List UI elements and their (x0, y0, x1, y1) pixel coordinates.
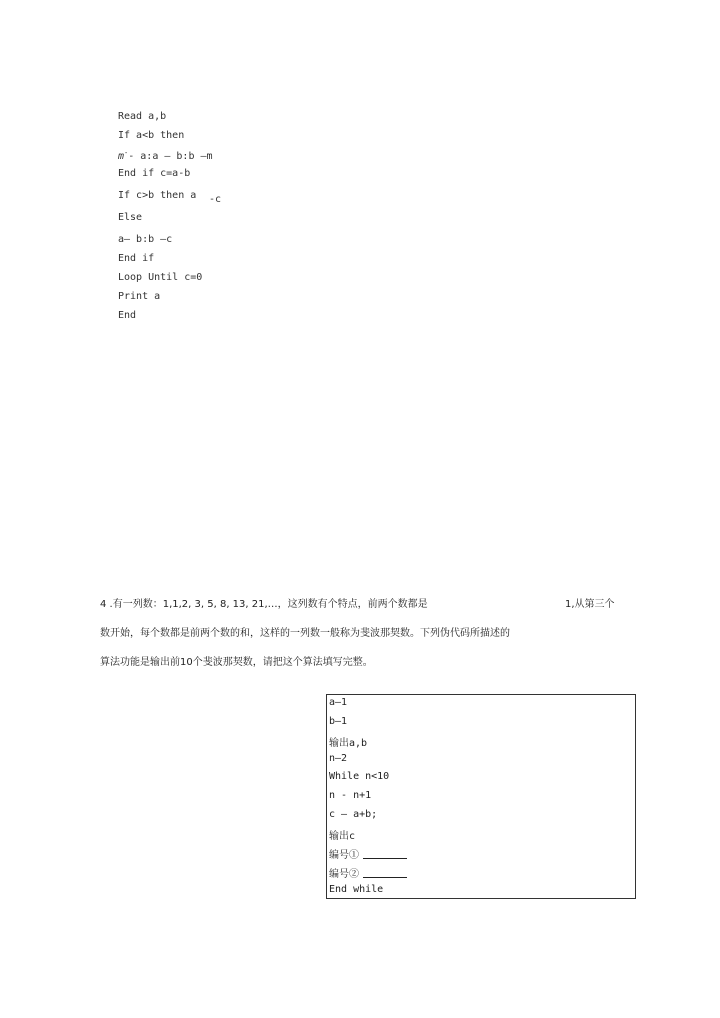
algo-line-b-init: b—1 (329, 716, 348, 727)
code-line-swap (118, 150, 213, 162)
blank-1-label: 编号① (329, 850, 359, 861)
algo-line-while: While n<10 (329, 771, 390, 782)
fibonacci-algorithm-box (326, 694, 636, 899)
blank-2-label: 编号② (329, 869, 359, 880)
code-line-endif-assign: End if c=a-b (118, 168, 191, 179)
algo-line-n-init: n—2 (329, 753, 348, 764)
algo-line-n-increment: n - n+1 (329, 790, 372, 801)
algo-line-end-while: End while (329, 884, 384, 895)
algo-line-blank-2 (329, 865, 407, 880)
fill-in-blank-1 (363, 850, 407, 859)
question-4-line-3: 算法功能是输出前10个斐波那契数，请把这个算法填写完整。 (100, 657, 373, 668)
swap-superscript: - (124, 149, 129, 157)
code-line-if-greater: If c>b then a (118, 190, 197, 201)
fill-in-blank-2 (363, 869, 407, 878)
swap-rest: - a:a — b:b —m (128, 151, 213, 162)
code-line-if-less: If a<b then (118, 130, 185, 141)
question-4-line-1: 4 .有一列数：1,1,2, 3, 5, 8, 13, 21,…，这列数有个特点，前两个数都是 (100, 599, 428, 610)
swap-variable-m: m (118, 151, 125, 162)
code-line-else-assign: a— b:b —c (118, 234, 173, 245)
code-line-else: Else (118, 212, 143, 223)
code-line-read: Read a,b (118, 111, 167, 122)
algo-line-output-ab: 输出a,b (329, 738, 368, 749)
code-line-end: End (118, 310, 137, 321)
algo-line-output-c: 输出c (329, 831, 356, 842)
question-4-line-1-right: 1,从第三个 (565, 599, 615, 610)
code-line-endif: End if (118, 253, 155, 264)
algo-line-a-init: a—1 (329, 697, 348, 708)
code-line-if-greater-note: -c (209, 194, 222, 205)
code-line-loop-until: Loop Until c=0 (118, 272, 203, 283)
algo-line-c-sum: c — a+b; (329, 809, 378, 820)
algo-line-blank-1 (329, 846, 407, 861)
code-line-print: Print a (118, 291, 161, 302)
question-4-line-2: 数开始，每个数都是前两个数的和，这样的一列数一般称为斐波那契数。下列伪代码所描述的 (100, 628, 510, 639)
